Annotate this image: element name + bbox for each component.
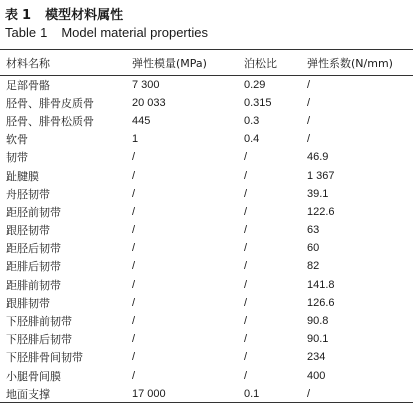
header-poisson-ratio: 泊松比 <box>238 50 301 76</box>
caption-en-label: Table <box>5 25 37 40</box>
elastic-coefficient-cell: 234 <box>307 351 326 364</box>
table-caption-cn <box>5 4 123 23</box>
caption-cn-title: 模型材料属性 <box>45 8 124 23</box>
poisson-ratio-cell: / <box>244 278 248 291</box>
poisson-ratio-cell: / <box>244 369 248 382</box>
table-caption-en <box>5 25 208 40</box>
elastic-modulus-cell: 7 300 <box>132 78 160 91</box>
table-row <box>0 76 413 94</box>
table-body <box>0 76 413 403</box>
elastic-coefficient-cell: 39.1 <box>307 187 329 200</box>
poisson-ratio-cell: 0.1 <box>238 385 301 403</box>
poisson-ratio-cell: / <box>244 151 248 164</box>
elastic-modulus-cell: / <box>132 315 136 328</box>
elastic-modulus-cell: / <box>132 224 136 237</box>
material-name-cell: 距腓后韧带 <box>6 260 61 274</box>
elastic-modulus-cell: / <box>132 351 136 364</box>
material-name-cell: 跟胫韧带 <box>6 224 50 238</box>
table-row <box>0 130 413 148</box>
elastic-coefficient-cell: 90.1 <box>307 333 329 346</box>
elastic-coefficient-cell: / <box>301 385 413 403</box>
elastic-coefficient-cell: 90.8 <box>307 315 329 328</box>
poisson-ratio-cell: / <box>244 260 248 273</box>
table-row <box>0 185 413 203</box>
table-row <box>0 112 413 130</box>
table-header-row <box>0 50 413 76</box>
caption-cn-number: 1 <box>22 8 32 23</box>
header-elastic-coefficient: 弹性系数(N/mm) <box>301 50 413 76</box>
elastic-modulus-cell: / <box>132 278 136 291</box>
material-name-cell: 小腿骨间膜 <box>6 369 61 383</box>
elastic-coefficient-cell: 141.8 <box>307 278 335 291</box>
elastic-coefficient-cell: 400 <box>307 369 326 382</box>
material-name-cell: 软骨 <box>6 133 28 147</box>
header-material-name: 材料名称 <box>0 50 126 76</box>
table-row <box>0 148 413 166</box>
material-name-cell: 胫骨、腓骨松质骨 <box>6 114 94 128</box>
caption-en-title: Model material properties <box>61 25 208 40</box>
poisson-ratio-cell: 0.29 <box>244 78 266 91</box>
table-row <box>0 330 413 348</box>
elastic-coefficient-cell: / <box>307 96 311 109</box>
poisson-ratio-cell: / <box>244 351 248 364</box>
table-row <box>0 221 413 239</box>
table-row <box>0 166 413 184</box>
material-name-cell: 下胫腓骨间韧带 <box>6 351 83 365</box>
elastic-coefficient-cell: / <box>307 114 311 127</box>
table-row <box>0 239 413 257</box>
material-name-cell: 下胫腓前韧带 <box>6 315 72 329</box>
material-name-cell: 距胫后韧带 <box>6 242 61 256</box>
elastic-modulus-cell: / <box>132 296 136 309</box>
elastic-coefficient-cell: 63 <box>307 224 320 237</box>
elastic-modulus-cell: / <box>132 369 136 382</box>
elastic-modulus-cell: 445 <box>132 114 151 127</box>
caption-cn-label: 表 <box>5 8 19 23</box>
table-row <box>0 367 413 385</box>
table-row <box>0 312 413 330</box>
poisson-ratio-cell: / <box>244 333 248 346</box>
material-name-cell: 距腓前韧带 <box>6 278 61 292</box>
elastic-coefficient-cell: 60 <box>307 242 320 255</box>
table-row <box>0 294 413 312</box>
poisson-ratio-cell: / <box>244 187 248 200</box>
material-name-cell: 韧带 <box>6 151 28 165</box>
table-row <box>0 276 413 294</box>
table-row <box>0 385 413 403</box>
elastic-modulus-cell: 1 <box>132 133 139 146</box>
material-name-cell: 跟腓韧带 <box>6 296 50 310</box>
poisson-ratio-cell: 0.4 <box>244 133 260 146</box>
header-elastic-modulus: 弹性模量(MPa) <box>126 50 238 76</box>
elastic-coefficient-cell: 46.9 <box>307 151 329 164</box>
poisson-ratio-cell: 0.315 <box>244 96 272 109</box>
material-name-cell: 舟胫韧带 <box>6 187 50 201</box>
elastic-modulus-cell: / <box>132 205 136 218</box>
material-name-cell: 地面支撑 <box>0 385 126 403</box>
elastic-modulus-cell: / <box>132 151 136 164</box>
material-name-cell: 趾腱膜 <box>6 169 39 183</box>
elastic-coefficient-cell: 126.6 <box>307 296 335 309</box>
elastic-modulus-cell: / <box>132 242 136 255</box>
material-name-cell: 距胫前韧带 <box>6 205 61 219</box>
table-row <box>0 203 413 221</box>
elastic-coefficient-cell: / <box>307 133 311 146</box>
poisson-ratio-cell: / <box>244 205 248 218</box>
poisson-ratio-cell: / <box>244 242 248 255</box>
elastic-modulus-cell: / <box>132 169 136 182</box>
material-properties-table <box>0 49 413 403</box>
elastic-modulus-cell: / <box>132 333 136 346</box>
material-name-cell: 胫骨、腓骨皮质骨 <box>6 96 94 110</box>
table-row <box>0 94 413 112</box>
poisson-ratio-cell: / <box>244 315 248 328</box>
elastic-modulus-cell: 20 033 <box>132 96 166 109</box>
elastic-coefficient-cell: 122.6 <box>307 205 335 218</box>
poisson-ratio-cell: 0.3 <box>244 114 260 127</box>
elastic-modulus-cell: / <box>132 187 136 200</box>
table-row <box>0 348 413 366</box>
caption-en-number: 1 <box>40 25 48 40</box>
table-row <box>0 257 413 275</box>
elastic-coefficient-cell: / <box>307 78 311 91</box>
poisson-ratio-cell: / <box>244 169 248 182</box>
poisson-ratio-cell: / <box>244 224 248 237</box>
poisson-ratio-cell: / <box>244 296 248 309</box>
material-name-cell: 足部骨骼 <box>6 78 50 92</box>
elastic-modulus-cell: 17 000 <box>126 385 238 403</box>
material-name-cell: 下胫腓后韧带 <box>6 333 72 347</box>
elastic-coefficient-cell: 1 367 <box>307 169 335 182</box>
elastic-coefficient-cell: 82 <box>307 260 320 273</box>
elastic-modulus-cell: / <box>132 260 136 273</box>
